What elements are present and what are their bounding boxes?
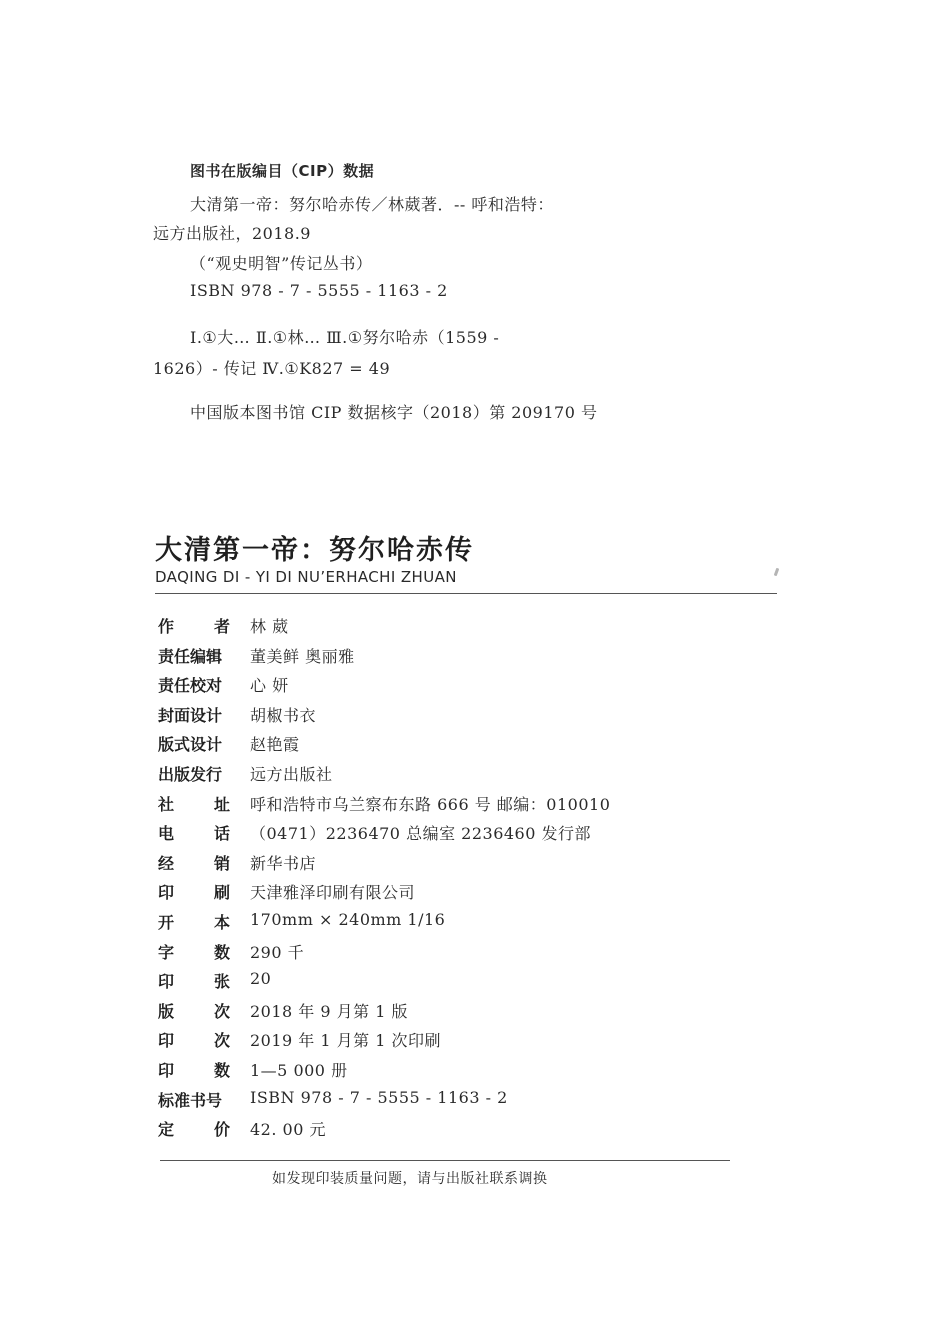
colophon-value: 新华书店	[250, 853, 317, 873]
colophon-label: 责任校对	[158, 676, 223, 696]
colophon-label: 字 数	[158, 942, 230, 962]
colophon-value: 胡椒书衣	[250, 705, 317, 725]
colophon-label: 印 刷	[158, 883, 230, 903]
colophon-value: 远方出版社	[250, 765, 333, 784]
cip-heading: 图书在版编目（CIP）数据	[190, 162, 375, 180]
colophon-label: 版 次	[158, 1001, 230, 1021]
cip-subject-line-cont: 1626）- 传记 Ⅳ.①K827 = 49	[153, 359, 391, 378]
colophon-label: 开 本	[158, 913, 230, 932]
colophon-label: 封面设计	[158, 705, 223, 725]
colophon-value: 170mm × 240mm 1/16	[250, 910, 446, 929]
colophon-label: 版式设计	[158, 735, 223, 755]
divider-top	[155, 593, 777, 594]
colophon-value: （0471）2236470 总编室 2236460 发行部	[250, 824, 591, 844]
colophon-label: 印 数	[158, 1061, 230, 1080]
book-pinyin-title: DAQING DI - YI DI NU’ERHACHI ZHUAN	[155, 568, 457, 586]
colophon-value: 2019 年 1 月第 1 次印刷	[250, 1031, 442, 1051]
colophon-label: 经 销	[158, 853, 230, 873]
colophon-label: 印 次	[158, 1031, 230, 1051]
cip-series-line: （“观史明智”传记丛书）	[190, 254, 373, 273]
colophon-value: 呼和浩特市乌兰察布东路 666 号 邮编：010010	[250, 794, 611, 814]
colophon-label: 出版发行	[158, 765, 223, 784]
colophon-value: 天津雅泽印刷有限公司	[250, 883, 416, 903]
cip-publisher-line: 远方出版社，2018.9	[153, 224, 311, 243]
cip-subject-line: Ⅰ.①大… Ⅱ.①林… Ⅲ.①努尔哈赤（1559 -	[190, 328, 500, 347]
colophon-label: 标准书号	[158, 1090, 223, 1110]
quality-notice: 如发现印装质量问题，请与出版社联系调换	[272, 1171, 548, 1187]
colophon-value: 290 千	[250, 942, 305, 962]
cip-title-line: 大清第一帝：努尔哈赤传／林葳著．-- 呼和浩特：	[190, 195, 554, 214]
colophon-value: 42. 00 元	[250, 1120, 326, 1140]
colophon-value: 林 葳	[250, 617, 289, 636]
colophon-label: 电 话	[158, 824, 230, 844]
colophon-label: 责任编辑	[158, 646, 223, 666]
scan-speck	[774, 568, 780, 577]
colophon-value: 20	[250, 969, 272, 989]
colophon-value: ISBN 978 - 7 - 5555 - 1163 - 2	[250, 1087, 508, 1107]
colophon-value: 董美鲜 奥丽雅	[250, 646, 355, 666]
colophon-label: 印 张	[158, 972, 230, 992]
colophon-label: 作 者	[158, 617, 230, 636]
colophon-label: 定 价	[158, 1120, 230, 1140]
colophon-value: 赵艳霞	[250, 735, 300, 755]
cip-record-number: 中国版本图书馆 CIP 数据核字（2018）第 209170 号	[190, 403, 598, 422]
divider-bottom	[160, 1160, 730, 1161]
colophon-value: 1—5 000 册	[250, 1061, 348, 1080]
colophon-label: 社 址	[158, 794, 230, 814]
colophon-value: 心 妍	[250, 676, 289, 696]
cip-isbn-line: ISBN 978 - 7 - 5555 - 1163 - 2	[190, 281, 448, 300]
colophon-value: 2018 年 9 月第 1 版	[250, 1001, 409, 1021]
book-title: 大清第一帝：努尔哈赤传	[155, 535, 474, 566]
